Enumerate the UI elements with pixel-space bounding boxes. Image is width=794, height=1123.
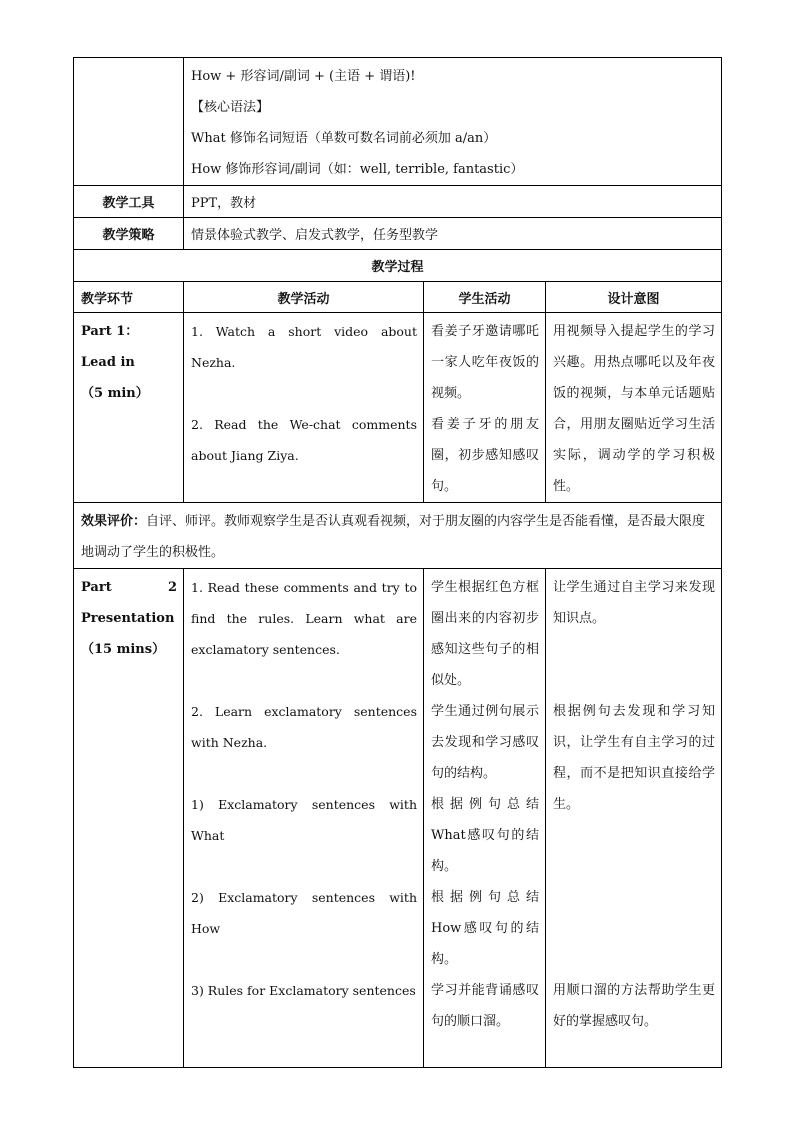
lesson-plan-table: [73, 57, 722, 1068]
part1-stage-line: （5 min）: [81, 386, 149, 401]
part2-student: 学生通过例句展示去发现和学习感叹句的结构。: [431, 704, 539, 781]
part2-stage-b: Presentation: [81, 611, 175, 626]
header-activity: 教学活动: [184, 282, 424, 313]
strategy-value: 情景体验式教学、启发式教学，任务型教学: [184, 218, 722, 250]
part2-intent: 根据例句去发现和学习知识，让学生有自主学习的过程，而不是把知识直接给学生。: [553, 704, 716, 812]
header-row: [74, 282, 722, 313]
part1-activity: 1. Watch a short video about Nezha.: [191, 324, 417, 370]
strategy-label: 教学策略: [74, 218, 184, 250]
part1-activity: 2. Read the We-chat comments about Jiang Ziya.: [191, 417, 417, 463]
part2-stage-c: （15 mins）: [81, 642, 166, 657]
part2-student: 根据例句总结How感叹句的结构。: [431, 890, 539, 967]
part1-intent-text: 用视频导入提起学生的学习兴趣。用热点哪吒以及年夜饭的视频，与本单元话题贴合，用朋友圈贴近学习生活实际，调动学的学习积极性。: [553, 324, 716, 494]
part1-intent: [546, 313, 722, 503]
evaluation-row: [74, 503, 722, 569]
part2-stage-a: Part: [81, 580, 112, 595]
evaluation-text: 自评、师评。教师观察学生是否认真观看视频，对于朋友圈的内容学生是否能看懂，是否最大限度地调动了学生的积极性。: [81, 514, 706, 560]
part2-activity: 2. Learn exclamatory sentences with Nezha.: [191, 704, 417, 750]
part2-activity: 1) Exclamatory sentences with What: [191, 797, 417, 843]
part1-student: 看姜子牙的朋友圈，初步感知感叹句。: [431, 417, 539, 494]
process-title-row: [74, 250, 722, 282]
part2-student: 学生根据红色方框圈出来的内容初步感知这些句子的相似处。: [431, 580, 539, 688]
tools-label: 教学工具: [74, 186, 184, 218]
part1-stage-line: Part 1：: [81, 324, 139, 339]
header-stage: 教学环节: [74, 282, 184, 313]
evaluation-cell: [74, 503, 722, 569]
part2-students: [424, 569, 546, 1068]
grammar-line: How + 形容词/副词 + (主语 + 谓语)!: [191, 69, 416, 84]
part1-stage-line: Lead in: [81, 355, 135, 370]
part2-activity: 3) Rules for Exclamatory sentences: [191, 983, 416, 998]
grammar-row: [74, 58, 722, 186]
part2-activities: [184, 569, 424, 1068]
part2-stage-num: 2: [167, 580, 177, 595]
part2-student: 根据例句总结What感叹句的结构。: [431, 797, 539, 874]
header-intent: 设计意图: [546, 282, 722, 313]
header-student: 学生活动: [424, 282, 546, 313]
evaluation-label: 效果评价：: [81, 514, 147, 529]
part2-stage: [74, 569, 184, 1068]
tools-value: PPT，教材: [184, 186, 722, 218]
grammar-line: What 修饰名词短语（单数可数名词前必须加 a/an）: [191, 131, 497, 146]
part2-student: 学习并能背诵感叹句的顺口溜。: [431, 983, 539, 1029]
process-title: 教学过程: [74, 250, 722, 282]
part2-intents: [546, 569, 722, 1068]
part2-intent: 让学生通过自主学习来发现知识点。: [553, 580, 716, 626]
part2-row: [74, 569, 722, 1068]
part1-row: [74, 313, 722, 503]
part1-stage: [74, 313, 184, 503]
strategy-row: [74, 218, 722, 250]
empty-cell: [74, 58, 184, 186]
grammar-line: 【核心语法】: [191, 100, 270, 115]
part2-activity: 2) Exclamatory sentences with How: [191, 890, 417, 936]
grammar-line: How 修饰形容词/副词（如：well, terrible, fantastic）: [191, 162, 524, 177]
part2-intent: 用顺口溜的方法帮助学生更好的掌握感叹句。: [553, 983, 716, 1029]
part1-activities: [184, 313, 424, 503]
tools-row: [74, 186, 722, 218]
part1-student: 看姜子牙邀请哪吒一家人吃年夜饭的视频。: [431, 324, 539, 401]
part1-students: [424, 313, 546, 503]
part2-activity: 1. Read these comments and try to find the rules. Learn what are exclamatory sentences.: [191, 580, 417, 657]
grammar-cell: [184, 58, 722, 186]
